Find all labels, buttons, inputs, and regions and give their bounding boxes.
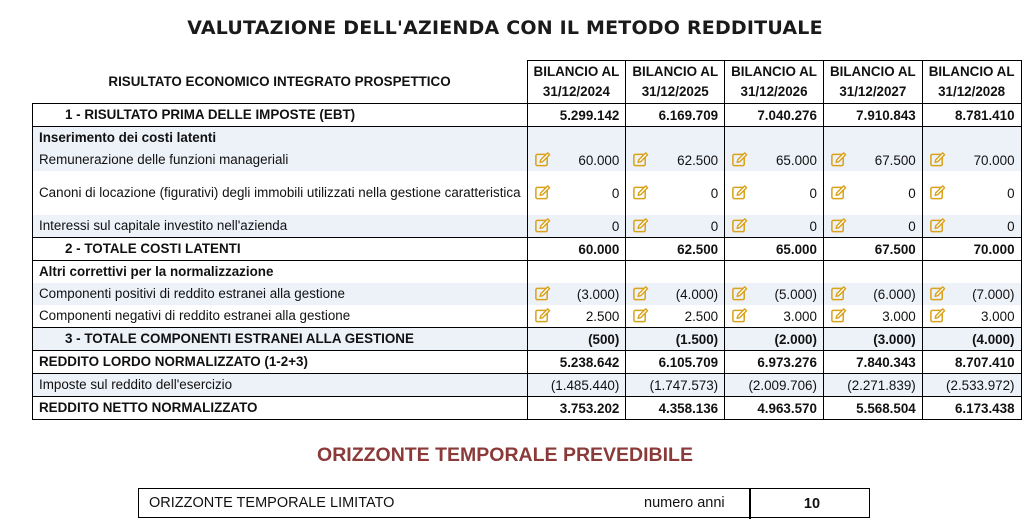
value-cell: 6.973.276 — [725, 351, 824, 374]
value-cell[interactable] — [823, 215, 922, 238]
empty-cell — [725, 261, 824, 284]
cell-value: 0 — [710, 185, 719, 201]
cell-value: 67.500 — [874, 152, 916, 168]
cell-value: (4.000) — [675, 286, 719, 302]
section-latent-costs — [33, 127, 1022, 150]
edit-icon[interactable] — [632, 308, 649, 325]
edit-icon[interactable] — [534, 152, 551, 169]
value-cell[interactable] — [527, 215, 626, 238]
edit-icon[interactable] — [929, 185, 946, 202]
value-cell[interactable] — [626, 305, 725, 328]
cell-value: (5.000) — [774, 286, 817, 302]
value-cell: 4.358.136 — [626, 397, 725, 420]
horizon-years-input[interactable]: 10 — [749, 489, 873, 519]
value-cell: (2.533.972) — [922, 374, 1021, 397]
value-cell[interactable] — [823, 149, 922, 171]
row-label: Altri correttivi per la normalizzazione — [33, 261, 528, 284]
empty-cell — [527, 127, 626, 150]
value-cell: 6.169.709 — [626, 104, 725, 127]
row-income-taxes — [33, 374, 1022, 397]
value-cell: 67.500 — [823, 238, 922, 261]
cell-value: 2.500 — [684, 308, 719, 324]
edit-icon[interactable] — [731, 152, 748, 169]
cell-value: (7.000) — [972, 286, 1015, 302]
edit-icon[interactable] — [929, 218, 946, 235]
row-label: 3 - TOTALE COMPONENTI ESTRANEI ALLA GESTIONE — [33, 328, 528, 351]
cell-value: 0 — [611, 218, 620, 234]
row-label: Canoni di locazione (figurativi) degli immobili utilizzati nella gestione caratteristica — [33, 171, 528, 215]
row-label: Interessi sul capitale investito nell'azienda — [33, 215, 528, 238]
value-cell[interactable] — [922, 283, 1021, 305]
edit-icon[interactable] — [632, 152, 649, 169]
value-cell: (3.000) — [823, 328, 922, 351]
row-label: REDDITO LORDO NORMALIZZATO (1-2+3) — [33, 351, 528, 374]
edit-icon[interactable] — [929, 152, 946, 169]
row-ebt — [33, 104, 1022, 127]
value-cell[interactable] — [725, 215, 824, 238]
value-cell: 8.707.410 — [922, 351, 1021, 374]
empty-cell — [823, 127, 922, 150]
edit-icon[interactable] — [731, 218, 748, 235]
edit-icon[interactable] — [731, 308, 748, 325]
empty-cell — [823, 261, 922, 284]
value-cell: 7.840.343 — [823, 351, 922, 374]
edit-icon[interactable] — [534, 308, 551, 325]
value-cell: (2.000) — [725, 328, 824, 351]
value-cell: 65.000 — [725, 238, 824, 261]
row-label: Componenti negativi di reddito estranei alla gestione — [33, 305, 528, 328]
value-cell: (1.747.573) — [626, 374, 725, 397]
value-cell[interactable] — [823, 305, 922, 328]
value-cell[interactable] — [527, 171, 626, 215]
edit-icon[interactable] — [534, 218, 551, 235]
value-cell: 4.963.570 — [725, 397, 824, 420]
row-positive-components — [33, 283, 1022, 305]
value-cell[interactable] — [922, 171, 1021, 215]
cell-value: 70.000 — [973, 152, 1015, 168]
section-title-horizon: ORIZZONTE TEMPORALE PREVEDIBILE — [317, 444, 693, 466]
edit-icon[interactable] — [534, 185, 551, 202]
value-cell: 5.299.142 — [527, 104, 626, 127]
edit-icon[interactable] — [830, 286, 847, 303]
edit-icon[interactable] — [731, 286, 748, 303]
column-header: BILANCIO AL 31/12/2026 — [725, 61, 824, 104]
row-label: Remunerazione delle funzioni manageriali — [33, 149, 528, 171]
horizon-label: ORIZZONTE TEMPORALE LIMITATO — [149, 495, 395, 511]
value-cell: 7.910.843 — [823, 104, 922, 127]
value-cell[interactable] — [922, 305, 1021, 328]
edit-icon[interactable] — [632, 286, 649, 303]
value-cell[interactable] — [922, 215, 1021, 238]
edit-icon[interactable] — [632, 218, 649, 235]
value-cell[interactable] — [626, 283, 725, 305]
value-cell: 5.568.504 — [823, 397, 922, 420]
value-cell: (1.500) — [626, 328, 725, 351]
edit-icon[interactable] — [731, 185, 748, 202]
edit-icon[interactable] — [830, 218, 847, 235]
header-label: RISULTATO ECONOMICO INTEGRATO PROSPETTICO — [108, 74, 451, 90]
cell-value: 3.000 — [882, 308, 916, 324]
value-cell[interactable] — [922, 149, 1021, 171]
cell-value: 0 — [611, 185, 620, 201]
cell-value: (6.000) — [873, 286, 916, 302]
edit-icon[interactable] — [830, 152, 847, 169]
cell-value: 60.000 — [578, 152, 620, 168]
row-net-normalized-income — [33, 397, 1022, 420]
value-cell[interactable] — [725, 149, 824, 171]
row-gross-normalized-income — [33, 351, 1022, 374]
value-cell[interactable] — [823, 283, 922, 305]
cell-value: 0 — [1007, 218, 1015, 234]
row-label: 1 - RISULTATO PRIMA DELLE IMPOSTE (EBT) — [33, 104, 528, 127]
value-cell: (2.271.839) — [823, 374, 922, 397]
value-cell[interactable] — [527, 149, 626, 171]
value-cell: 7.040.276 — [725, 104, 824, 127]
column-header: BILANCIO AL 31/12/2027 — [823, 61, 922, 104]
cell-value: 0 — [1007, 185, 1015, 201]
row-management-remuneration — [33, 149, 1022, 171]
value-cell[interactable] — [527, 305, 626, 328]
value-cell[interactable] — [725, 305, 824, 328]
value-cell: (4.000) — [922, 328, 1021, 351]
row-label: REDDITO NETTO NORMALIZZATO — [33, 397, 528, 420]
row-total-latent-costs — [33, 238, 1022, 261]
value-cell[interactable] — [626, 215, 725, 238]
empty-cell — [626, 261, 725, 284]
value-cell: 8.781.410 — [922, 104, 1021, 127]
row-negative-components — [33, 305, 1022, 328]
value-cell[interactable] — [626, 171, 725, 215]
page-title: VALUTAZIONE DELL'AZIENDA CON IL METODO REDDITUALE — [187, 17, 823, 39]
edit-icon[interactable] — [830, 185, 847, 202]
cell-value: (3.000) — [576, 286, 620, 302]
income-statement-table — [32, 60, 1022, 420]
empty-cell — [626, 127, 725, 150]
value-cell: (2.009.706) — [725, 374, 824, 397]
value-cell: 5.238.642 — [527, 351, 626, 374]
value-cell[interactable] — [725, 171, 824, 215]
value-cell: (500) — [527, 328, 626, 351]
value-cell: 3.753.202 — [527, 397, 626, 420]
edit-icon[interactable] — [929, 286, 946, 303]
cell-value: 0 — [710, 218, 719, 234]
cell-value: 65.000 — [775, 152, 817, 168]
value-cell[interactable] — [725, 283, 824, 305]
row-label: Componenti positivi di reddito estranei alla gestione — [33, 283, 528, 305]
cell-value: 0 — [908, 218, 916, 234]
column-header: BILANCIO AL 31/12/2024 — [527, 61, 626, 104]
cell-value: 2.500 — [585, 308, 620, 324]
cell-value: 62.500 — [677, 152, 719, 168]
edit-icon[interactable] — [534, 286, 551, 303]
row-label: Imposte sul reddito dell'esercizio — [33, 374, 528, 397]
value-cell: 62.500 — [626, 238, 725, 261]
row-capital-interest — [33, 215, 1022, 238]
row-total-extraneous — [33, 328, 1022, 351]
cell-value: 0 — [809, 218, 817, 234]
edit-icon[interactable] — [929, 308, 946, 325]
cell-value: 3.000 — [783, 308, 817, 324]
value-cell: 60.000 — [527, 238, 626, 261]
row-figurative-rent — [33, 171, 1022, 215]
value-cell: (1.485.440) — [527, 374, 626, 397]
horizon-box — [138, 488, 870, 518]
row-label: 2 - TOTALE COSTI LATENTI — [33, 238, 528, 261]
edit-icon[interactable] — [830, 308, 847, 325]
column-header: BILANCIO AL 31/12/2028 — [922, 61, 1021, 104]
empty-cell — [725, 127, 824, 150]
cell-value: 3.000 — [981, 308, 1015, 324]
value-cell: 70.000 — [922, 238, 1021, 261]
value-cell[interactable] — [626, 149, 725, 171]
value-cell: 6.173.438 — [922, 397, 1021, 420]
row-label: Inserimento dei costi latenti — [33, 127, 528, 150]
horizon-unit: numero anni — [644, 495, 725, 511]
empty-cell — [922, 127, 1021, 150]
cell-value: 0 — [809, 185, 817, 201]
value-cell[interactable] — [527, 283, 626, 305]
empty-cell — [527, 261, 626, 284]
edit-icon[interactable] — [632, 185, 649, 202]
section-normalization — [33, 261, 1022, 284]
empty-cell — [922, 261, 1021, 284]
column-header: BILANCIO AL 31/12/2025 — [626, 61, 725, 104]
value-cell[interactable] — [823, 171, 922, 215]
cell-value: 0 — [908, 185, 916, 201]
value-cell: 6.105.709 — [626, 351, 725, 374]
